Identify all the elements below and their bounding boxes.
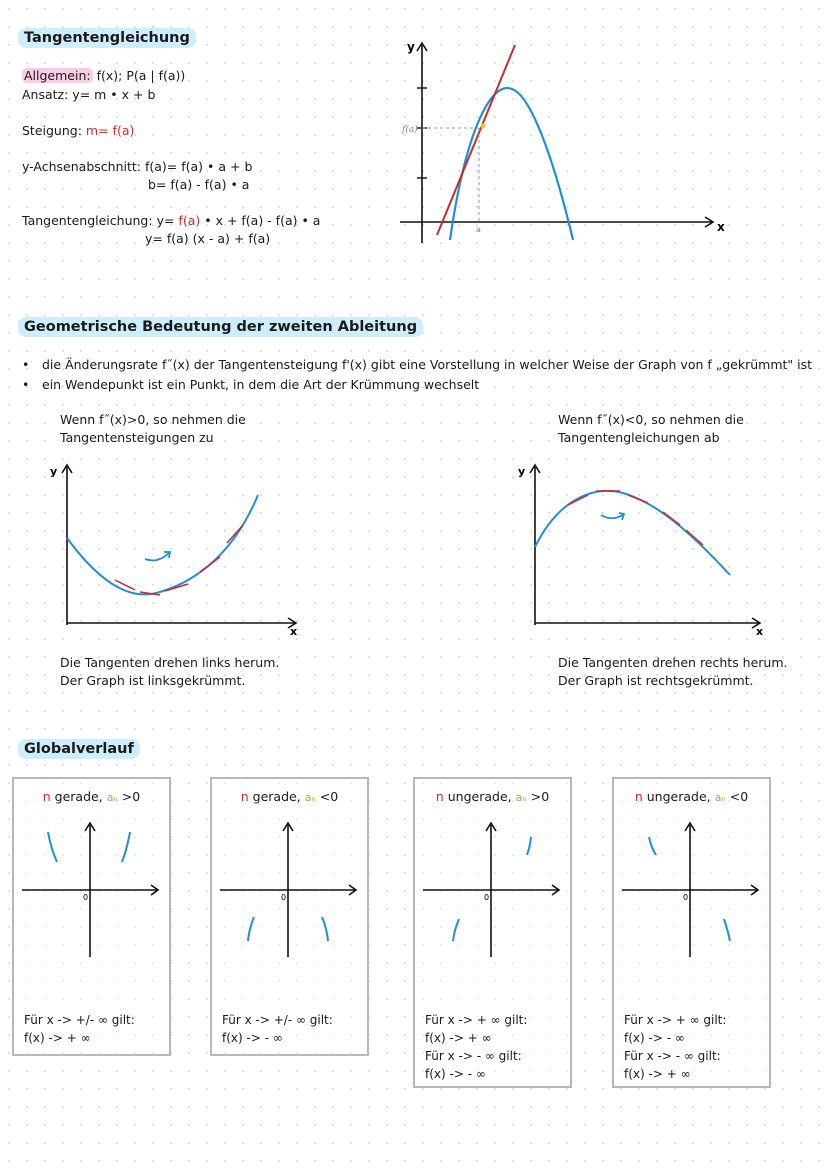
convex-y-label: y bbox=[50, 465, 58, 478]
global-graph-3 bbox=[415, 817, 570, 962]
concave-cond-1: Wenn f˝(x)<0, so nehmen die bbox=[558, 412, 744, 427]
card-header bbox=[212, 789, 367, 804]
card-header bbox=[614, 789, 769, 804]
concave-y-label: y bbox=[518, 465, 526, 478]
end-behavior-left bbox=[48, 832, 57, 862]
parity: ungerade, bbox=[447, 789, 512, 804]
intercept-eq2: b= f(a) - f(a) • a bbox=[148, 177, 250, 192]
global-card-1 bbox=[12, 777, 171, 1056]
convex-x-label: x bbox=[290, 625, 298, 638]
bullet-item: • ein Wendepunkt ist ein Punkt, in dem die Art der Krümmung wechselt bbox=[18, 375, 812, 395]
concave-cond-2: Tangentengleichungen ab bbox=[558, 430, 720, 445]
intercept-line-1 bbox=[22, 158, 252, 176]
global-graph-4 bbox=[614, 817, 769, 962]
relation: <0 bbox=[319, 789, 339, 804]
section-tangent bbox=[18, 27, 196, 48]
end-behavior-right bbox=[322, 917, 328, 941]
tangent-graph-x-label: x bbox=[717, 220, 725, 234]
relation: >0 bbox=[121, 789, 141, 804]
convex-graph bbox=[40, 455, 310, 640]
origin-label: 0 bbox=[83, 893, 89, 902]
tangent-eq2: y= f(a) (x - a) + f(a) bbox=[145, 231, 271, 246]
tangent-graph bbox=[395, 35, 735, 250]
intercept-eq1: f(a)= f(a) • a + b bbox=[144, 159, 253, 174]
convex-cond-2: Tangentensteigungen zu bbox=[60, 430, 214, 445]
section-global bbox=[18, 738, 140, 759]
relation: >0 bbox=[530, 789, 550, 804]
origin-label: 0 bbox=[281, 893, 287, 902]
global-line: Für x -> +/- ∞ gilt: bbox=[24, 1013, 135, 1027]
end-behavior-right bbox=[724, 919, 730, 941]
rotate-right-arrow bbox=[601, 514, 624, 518]
tangent-eq1-rest: • x + f(a) - f(a) • a bbox=[204, 213, 321, 228]
global-graph-2 bbox=[212, 817, 367, 962]
slope-label: Steigung: bbox=[22, 123, 82, 138]
global-line: Für x -> + ∞ gilt: bbox=[624, 1013, 727, 1027]
concave-graph bbox=[508, 455, 773, 640]
global-line: f(x) -> - ∞ bbox=[222, 1031, 283, 1045]
n-label: n bbox=[240, 789, 249, 804]
origin-label: 0 bbox=[683, 893, 689, 902]
second-derivative-title: Geometrische Bedeutung der zweiten Ableitung bbox=[18, 317, 423, 337]
general-line bbox=[22, 67, 185, 85]
global-title: Globalverlauf bbox=[18, 739, 140, 759]
parity: gerade, bbox=[252, 789, 301, 804]
a-label: a bbox=[476, 225, 481, 234]
global-line: f(x) -> + ∞ bbox=[624, 1067, 691, 1081]
global-line: f(x) -> - ∞ bbox=[624, 1031, 685, 1045]
global-text-1 bbox=[24, 1011, 135, 1047]
an-label: aₙ bbox=[515, 791, 527, 804]
tangent-eq-line-1 bbox=[22, 212, 320, 230]
rotate-left-arrow bbox=[145, 552, 170, 560]
concave-x-label: x bbox=[756, 625, 764, 638]
slope-line bbox=[22, 122, 134, 140]
section-second-derivative bbox=[18, 316, 423, 337]
fa-label: f(a) bbox=[402, 125, 418, 135]
global-graph-1 bbox=[14, 817, 169, 962]
card-header bbox=[415, 789, 570, 804]
global-line: Für x -> + ∞ gilt: bbox=[425, 1013, 528, 1027]
concave-result-1: Die Tangenten drehen rechts herum. bbox=[558, 655, 788, 670]
an-label: aₙ bbox=[106, 791, 118, 804]
global-line: Für x -> - ∞ gilt: bbox=[425, 1049, 522, 1063]
global-line: f(x) -> + ∞ bbox=[24, 1031, 91, 1045]
convex-result-1: Die Tangenten drehen links herum. bbox=[60, 655, 280, 670]
global-text-3 bbox=[425, 1011, 527, 1083]
ansatz-line: Ansatz: y= m • x + b bbox=[22, 87, 156, 102]
global-text-4 bbox=[624, 1011, 726, 1083]
global-text-2 bbox=[222, 1011, 333, 1047]
global-line: Für x -> - ∞ gilt: bbox=[624, 1049, 721, 1063]
concave-result-2: Der Graph ist rechtsgekrümmt. bbox=[558, 673, 754, 688]
tangent-line bbox=[437, 45, 515, 235]
end-behavior-right bbox=[122, 832, 130, 862]
global-card-3 bbox=[413, 777, 572, 1088]
an-label: aₙ bbox=[304, 791, 316, 804]
relation: <0 bbox=[729, 789, 749, 804]
end-behavior-left bbox=[453, 919, 459, 941]
an-label: aₙ bbox=[714, 791, 726, 804]
parity: ungerade, bbox=[646, 789, 711, 804]
tangent-eq1-red: f(a) bbox=[178, 213, 201, 228]
card-header bbox=[14, 789, 169, 804]
concave-curve bbox=[535, 491, 730, 575]
n-label: n bbox=[42, 789, 51, 804]
global-line: f(x) -> - ∞ bbox=[425, 1067, 486, 1081]
tangent-point bbox=[480, 123, 485, 128]
end-behavior-right bbox=[527, 837, 531, 855]
intercept-label: y-Achsenabschnitt: bbox=[22, 159, 141, 174]
end-behavior-left bbox=[248, 917, 254, 941]
global-card-4 bbox=[612, 777, 771, 1088]
global-line: f(x) -> + ∞ bbox=[425, 1031, 492, 1045]
general-label: Allgemein: bbox=[24, 68, 91, 83]
tangent-graph-y-label: y bbox=[407, 40, 415, 54]
origin-label: 0 bbox=[484, 893, 490, 902]
tangent-eq1-prefix: y= bbox=[156, 213, 175, 228]
n-label: n bbox=[435, 789, 444, 804]
general-value: f(x); P(a | f(a)) bbox=[96, 68, 186, 83]
end-behavior-left bbox=[649, 837, 656, 855]
bullet-item: • die Änderungsrate f˝(x) der Tangentensteigung f'(x) gibt eine Vorstellung in welcher Weise der Graph von f „gekrümmt" ist bbox=[18, 355, 812, 375]
n-label: n bbox=[634, 789, 643, 804]
parabola-curve bbox=[450, 88, 573, 240]
global-line: Für x -> +/- ∞ gilt: bbox=[222, 1013, 333, 1027]
convex-curve bbox=[67, 495, 258, 594]
tangent-title: Tangentengleichung bbox=[18, 28, 196, 48]
slope-value: m= f(a) bbox=[85, 123, 135, 138]
convex-result-2: Der Graph ist linksgekrümmt. bbox=[60, 673, 246, 688]
convex-cond-1: Wenn f˝(x)>0, so nehmen die bbox=[60, 412, 246, 427]
tangent-eq-label: Tangentengleichung: bbox=[22, 213, 153, 228]
global-card-2 bbox=[210, 777, 369, 1056]
parity: gerade, bbox=[54, 789, 103, 804]
curvature-bullets bbox=[18, 355, 812, 395]
